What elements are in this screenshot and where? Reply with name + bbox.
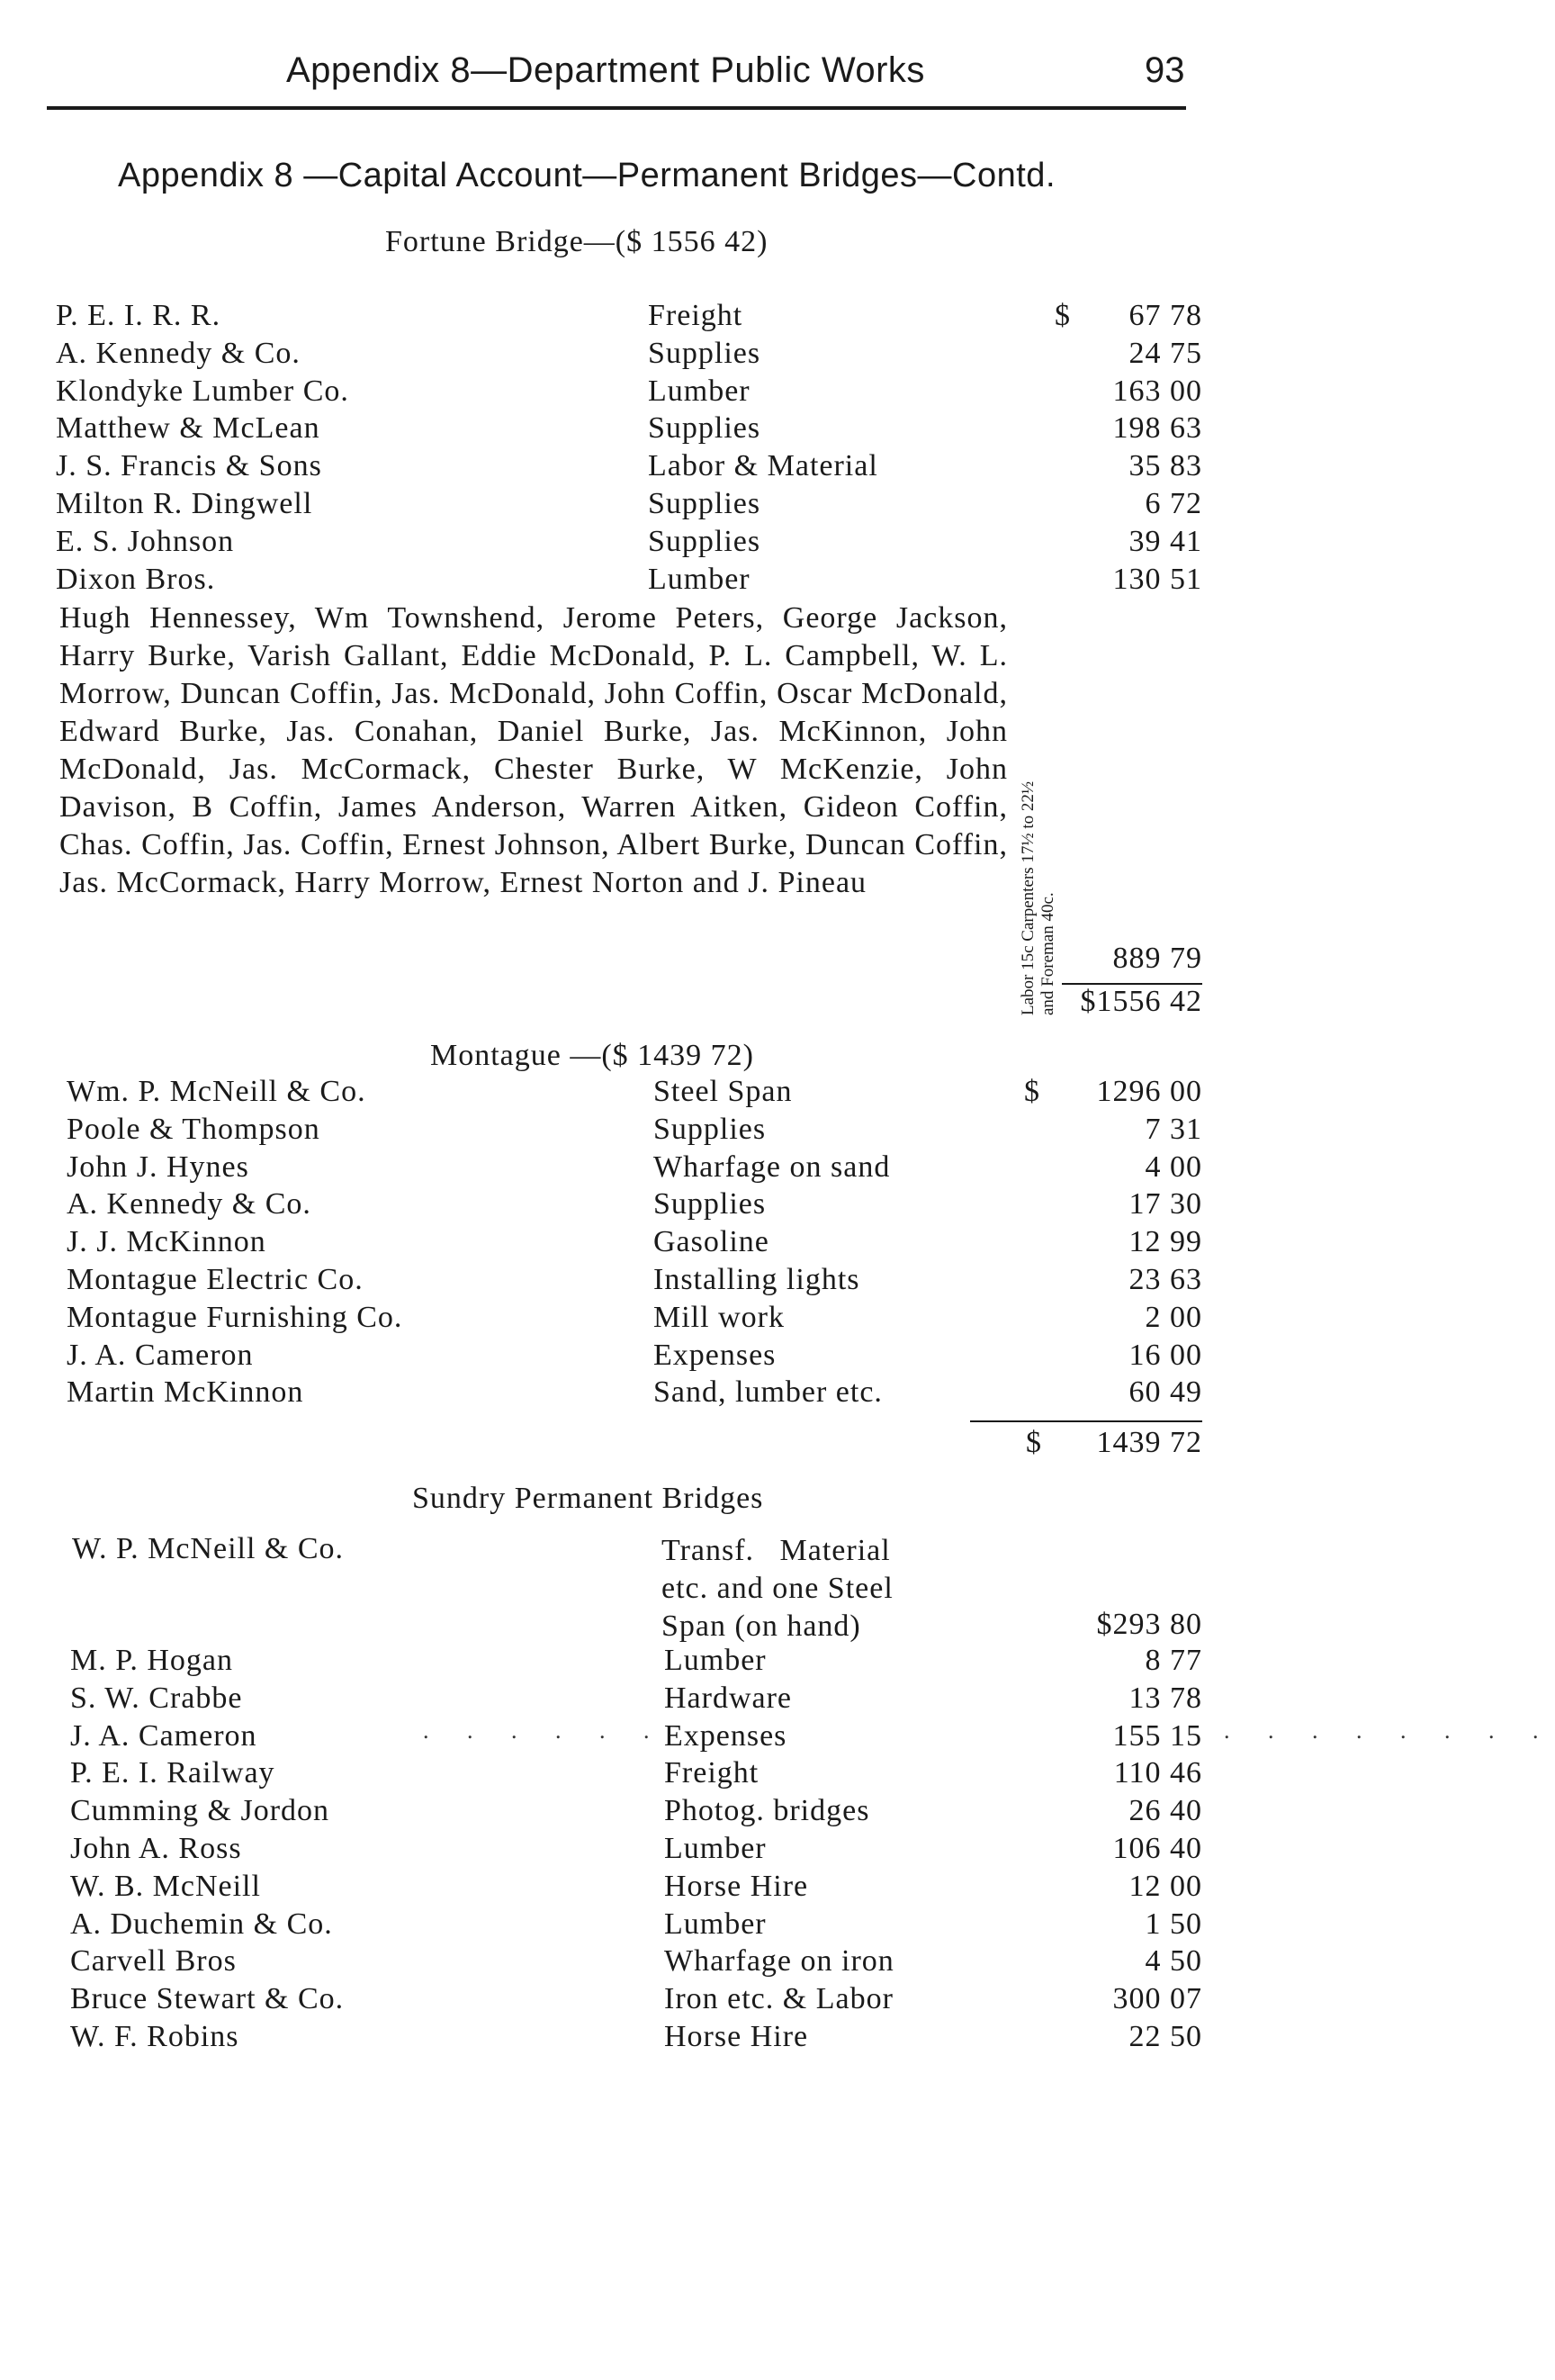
item-description: Photog. bridges <box>664 1794 870 1828</box>
item-description: Horse Hire <box>664 2020 809 2053</box>
item-description: Supplies <box>653 1187 767 1222</box>
labor-rate-note-2: and Foreman 40c. <box>1038 892 1057 1015</box>
sundry-first-amount: $293 80 <box>1096 1608 1202 1641</box>
ledger-row <box>0 449 1517 487</box>
ledger-row <box>0 1794 1517 1832</box>
labor-amount: 889 79 <box>1112 942 1202 975</box>
ledger-row <box>0 1832 1517 1870</box>
payee-name: W. B. McNeill <box>70 1869 261 1903</box>
amount: 12 99 <box>1128 1225 1202 1259</box>
sundry-first-desc-line: Transf. Material <box>661 1534 891 1567</box>
ledger-row <box>0 299 1517 337</box>
ledger-row <box>0 1263 1517 1301</box>
item-description: Horse Hire <box>664 1869 809 1903</box>
item-description: Mill work <box>653 1300 785 1334</box>
payee-name: E. S. Johnson <box>56 524 235 558</box>
sundry-first-desc-line: Span (on hand) <box>661 1609 861 1643</box>
sundry-first-desc <box>661 1532 894 1645</box>
payee-name: J. J. McKinnon <box>67 1225 266 1259</box>
ledger-row <box>0 1187 1517 1225</box>
item-description: Lumber <box>664 1907 767 1941</box>
item-description: Sand, lumber etc. <box>653 1375 883 1410</box>
amount: 13 78 <box>1128 1681 1202 1715</box>
amount: 106 40 <box>1112 1832 1202 1865</box>
payee-name: Bruce Stewart & Co. <box>70 1982 345 2016</box>
sundry-first-desc-line: etc. and one Steel <box>661 1572 894 1605</box>
labor-names-paragraph: Hugh Hennessey, Wm Townshend, Jerome Peters, George Jackson, Harry Burke, Varish Gallant, Eddie McDonald, P. L. Campbell, W. L. Morrow, Duncan Coffin, Jas. McDonald, John Coffin, Oscar McDonald, Edward Burke, Jas. Conahan, Daniel Burke, Jas. McKinnon, John McDonald, Jas. McCormack, Chester Burke, W McKenzie, John Davison, B Coffin, James Anderson, Warren Aitken, Gideon Coffin, Chas. Coffin, Jas. Coffin, Ernest Johnson, Albert Burke, Duncan Coffin, Jas. McCormack, Harry Morrow, Ernest Norton and J. Pineau <box>59 601 1008 899</box>
leader-dots: . . . . . . <box>423 1717 666 1744</box>
ledger-row <box>0 487 1517 525</box>
ledger-row <box>0 337 1517 374</box>
item-description: Iron etc. & Labor <box>664 1982 894 2016</box>
ledger-row <box>0 1907 1517 1945</box>
sundry-section-title: Sundry Permanent Bridges <box>412 1482 764 1515</box>
ledger-row <box>0 525 1517 563</box>
item-description: Gasoline <box>653 1225 769 1259</box>
ledger-row <box>0 1225 1517 1263</box>
montague-total-rule <box>970 1420 1202 1422</box>
amount: 198 63 <box>1112 411 1202 446</box>
amount: 163 00 <box>1112 374 1202 408</box>
amount: 4 50 <box>1145 1944 1202 1979</box>
payee-name: J. S. Francis & Sons <box>56 449 322 483</box>
dollar-sign: $ <box>1055 299 1071 332</box>
amount: 110 46 <box>1113 1756 1202 1790</box>
amount: 2 00 <box>1145 1300 1202 1334</box>
payee-name: John J. Hynes <box>67 1149 249 1184</box>
amount: 7 31 <box>1145 1112 1202 1146</box>
amount: 1 50 <box>1145 1907 1202 1941</box>
ledger-row <box>0 1681 1517 1719</box>
running-header-title: Appendix 8—Department Public Works <box>286 50 925 90</box>
payee-name: P. E. I. R. R. <box>56 299 221 332</box>
header-rule <box>47 106 1186 110</box>
item-description: Expenses <box>664 1718 787 1753</box>
payee-name: S. W. Crabbe <box>70 1681 243 1715</box>
item-description: Supplies <box>648 336 761 370</box>
item-description: Lumber <box>664 1832 767 1865</box>
item-description: Lumber <box>648 374 751 408</box>
ledger-row <box>0 1301 1517 1339</box>
payee-name: Montague Furnishing Co. <box>67 1300 403 1334</box>
payee-name: Dixon Bros. <box>56 562 216 596</box>
amount: 23 63 <box>1128 1263 1202 1296</box>
ledger-row <box>0 1375 1517 1413</box>
amount: 12 00 <box>1128 1869 1202 1903</box>
ledger-row <box>0 411 1517 449</box>
amount: 39 41 <box>1128 524 1202 558</box>
ledger-row <box>0 1982 1517 2020</box>
amount: 24 75 <box>1128 336 1202 370</box>
ledger-row <box>0 1756 1517 1794</box>
amount: 22 50 <box>1128 2020 1202 2053</box>
item-description: Wharfage on iron <box>664 1944 894 1979</box>
fortune-section-title: Fortune Bridge—($ 1556 42) <box>385 225 769 258</box>
payee-name: Montague Electric Co. <box>67 1263 364 1296</box>
item-description: Expenses <box>653 1338 777 1372</box>
item-description: Supplies <box>653 1112 767 1146</box>
ledger-row <box>0 1644 1517 1681</box>
amount: 1296 00 <box>1096 1075 1202 1108</box>
ledger-row <box>0 1944 1517 1982</box>
item-description: Steel Span <box>653 1075 793 1108</box>
ledger-row <box>0 1870 1517 1907</box>
dollar-sign: $ <box>1024 1075 1040 1108</box>
payee-name: Klondyke Lumber Co. <box>56 374 349 408</box>
amount: 130 51 <box>1112 562 1202 596</box>
payee-name: A. Kennedy & Co. <box>67 1187 311 1222</box>
item-description: Lumber <box>648 562 751 596</box>
montague-total-dollar: $ <box>1026 1426 1042 1459</box>
ledger-row <box>0 2020 1517 2058</box>
montague-section-title: Montague —($ 1439 72) <box>430 1039 755 1072</box>
item-description: Supplies <box>648 487 761 520</box>
amount: 26 40 <box>1128 1794 1202 1828</box>
payee-name: J. A. Cameron <box>67 1338 254 1372</box>
amount: 16 00 <box>1128 1338 1202 1372</box>
page-number: 93 <box>1145 50 1185 90</box>
labor-rate-note: Labor 15c Carpenters 17½ to 22½ <box>1019 780 1038 1015</box>
amount: 60 49 <box>1128 1375 1202 1410</box>
amount: 4 00 <box>1145 1149 1202 1184</box>
ledger-row <box>0 374 1517 412</box>
amount: 67 78 <box>1128 299 1202 332</box>
item-description: Freight <box>664 1756 760 1790</box>
payee-name: Milton R. Dingwell <box>56 487 313 520</box>
payee-name: A. Duchemin & Co. <box>70 1907 333 1941</box>
amount: 6 72 <box>1145 487 1202 520</box>
ledger-row <box>0 1113 1517 1150</box>
item-description: Hardware <box>664 1681 793 1715</box>
payee-name: J. A. Cameron <box>70 1718 257 1753</box>
payee-name: P. E. I. Railway <box>70 1756 275 1790</box>
sundry-first-name: W. P. McNeill & Co. <box>72 1532 345 1565</box>
payee-name: A. Kennedy & Co. <box>56 336 301 370</box>
payee-name: Cumming & Jordon <box>70 1794 330 1828</box>
ledger-row <box>0 1150 1517 1188</box>
payee-name: Martin McKinnon <box>67 1375 304 1410</box>
payee-name: M. P. Hogan <box>70 1644 234 1677</box>
item-description: Labor & Material <box>648 449 878 483</box>
ledger-row <box>0 1339 1517 1376</box>
item-description: Installing lights <box>653 1263 860 1296</box>
amount: 17 30 <box>1128 1187 1202 1222</box>
item-description: Freight <box>648 299 743 332</box>
amount: 35 83 <box>1128 449 1202 483</box>
payee-name: Carvell Bros <box>70 1944 237 1979</box>
leader-dots: . . . . . . . . <box>1224 1717 1555 1744</box>
payee-name: W. F. Robins <box>70 2020 239 2053</box>
payee-name: Poole & Thompson <box>67 1112 320 1146</box>
item-description: Wharfage on sand <box>653 1149 891 1184</box>
montague-total: 1439 72 <box>1096 1426 1202 1459</box>
amount: 8 77 <box>1145 1644 1202 1677</box>
page-subtitle: Appendix 8 —Capital Account—Permanent Bridges—Contd. <box>118 157 1056 194</box>
ledger-row <box>0 563 1517 600</box>
payee-name: Matthew & McLean <box>56 411 320 446</box>
item-description: Supplies <box>648 411 761 446</box>
fortune-total: $1556 42 <box>1080 985 1202 1018</box>
ledger-row <box>0 1075 1517 1113</box>
amount: 300 07 <box>1112 1982 1202 2016</box>
item-description: Lumber <box>664 1644 767 1677</box>
payee-name: Wm. P. McNeill & Co. <box>67 1075 366 1108</box>
amount: 155 15 <box>1112 1718 1202 1753</box>
payee-name: John A. Ross <box>70 1832 242 1865</box>
item-description: Supplies <box>648 524 761 558</box>
